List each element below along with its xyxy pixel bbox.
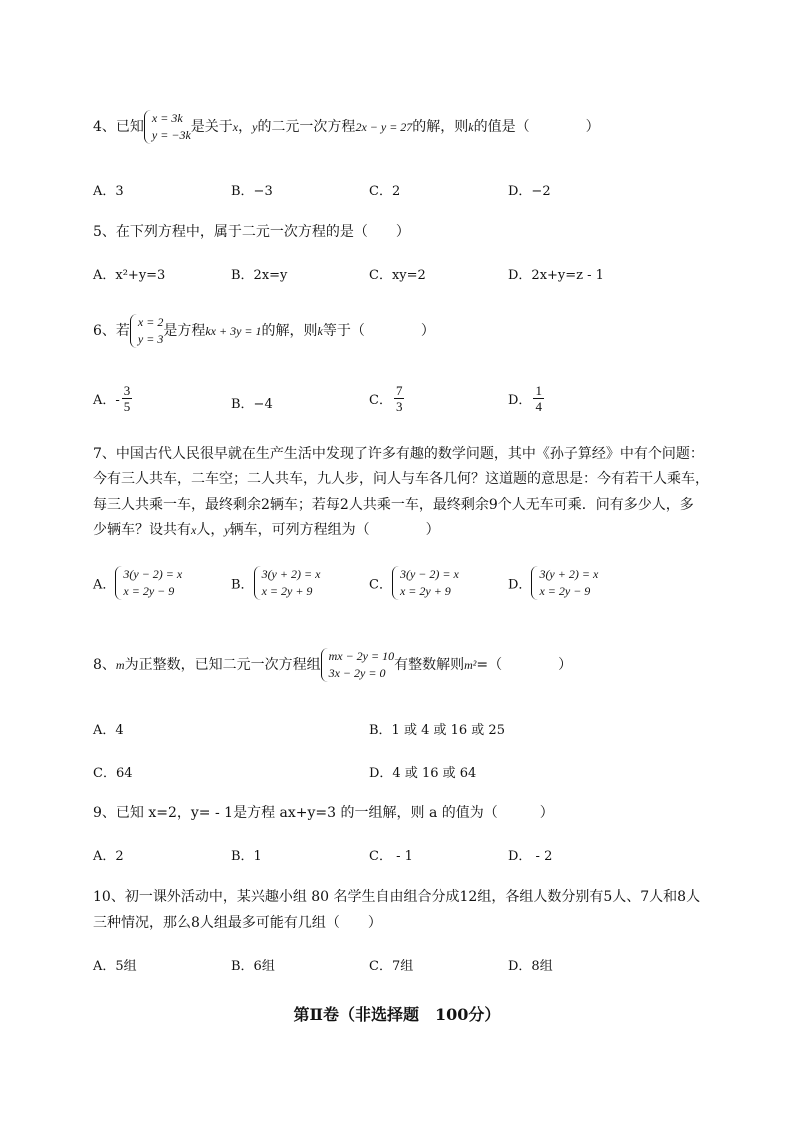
q4-stem: 4、已知 x = 3k y = −3k 是关于x，y的二元一次方程2x − y = 27的解，则k的值是（ ） [93,111,600,142]
q5-option-c[interactable]: C．xy=2 [369,268,426,283]
q6-option-c[interactable]: C． $\frac{7}{3}$ [369,383,403,414]
q6-stem: 6、若 x = 2 y = 3 是方程kx + 3y = 1的解，则k等于（ ） [93,315,435,346]
q8-system: mx − 2y = 10 3x − 2y = 0 [321,648,395,682]
q10-line-2: 三种情况，那么8人组最多可能有几组（ ） [93,915,382,931]
q8-option-b[interactable]: B．1 或 4 或 16 或 25 [369,723,505,738]
q4-option-b[interactable]: B．−3 [231,184,273,199]
q5-option-a[interactable]: A．x²+y=3 [93,268,166,283]
q7-line-3: 每三人共乘一车，最终剩余2辆车；若每2人共乘一车，最终剩余9个人无车可乘．问有多少人，多 [93,497,694,513]
q7-line-2: 今有三人共车，二车空；二人共车，九人步，问人与车各几何？这道题的意思是：今有若干人乘车， [93,471,709,487]
q4-option-c[interactable]: C．2 [369,184,401,199]
q10-option-a[interactable]: A．5组 [93,959,137,974]
q7-option-c[interactable]: C． 3(y − 2) = x x = 2y + 9 [369,567,459,598]
q4-system: x = 3k y = −3k [144,110,191,144]
q7-option-a[interactable]: A． 3(y − 2) = x x = 2y − 9 [93,567,183,598]
q9-option-b[interactable]: B．1 [231,849,262,864]
q6-system: x = 2 y = 3 [130,314,163,348]
q8-option-a[interactable]: A．4 [93,723,124,738]
q8-stem: 8、m为正整数，已知二元一次方程组 mx − 2y = 10 3x − 2y = 0 有整数解则m²=（ ） [93,649,573,680]
q6-option-b[interactable]: B．−4 [231,397,273,412]
q9-option-d[interactable]: D． - 2 [508,849,553,864]
q10-option-b[interactable]: B．6组 [231,959,275,974]
section-title: 第Ⅱ卷（非选择题 100分） [293,1005,501,1024]
q10-option-d[interactable]: D．8组 [508,959,553,974]
q5-option-b[interactable]: B．2x=y [231,268,288,283]
q9-stem: 9、已知 x=2，y= - 1是方程 ax+y=3 的一组解，则 a 的值为（ ） [93,805,554,821]
q5-option-d[interactable]: D．2x+y=z - 1 [508,268,604,283]
q10-option-c[interactable]: C．7组 [369,959,414,974]
q7-option-b[interactable]: B． 3(y + 2) = x x = 2y + 9 [231,567,321,598]
q9-option-c[interactable]: C． - 1 [369,849,413,864]
q7-line-1: 7、中国古代人民很早就在生产生活中发现了许多有趣的数学问题，其中《孙子算经》中有个问题： [93,446,704,462]
q7-line-4: 少辆车？设共有x人，y辆车，可列方程组为（ ） [93,522,440,538]
q9-option-a[interactable]: A．2 [93,849,124,864]
q8-option-c[interactable]: C．64 [93,766,133,781]
q10-line-1: 10、初一课外活动中，某兴趣小组 80 名学生自由组合分成12组，各组人数分别有5人、7人和8人 [93,889,701,905]
q5-stem: 5、在下列方程中，属于二元一次方程的是（ ） [93,224,410,240]
q6-option-a[interactable]: A．- $\frac{3}{5}$ [93,383,131,414]
q8-option-d[interactable]: D．4 或 16 或 64 [369,766,477,781]
q4-option-a[interactable]: A．3 [93,184,124,199]
q4-option-d[interactable]: D．−2 [508,184,551,199]
q6-option-d[interactable]: D． $\frac{1}{4}$ [508,383,542,414]
q7-option-d[interactable]: D． 3(y + 2) = x x = 2y − 9 [508,567,599,598]
